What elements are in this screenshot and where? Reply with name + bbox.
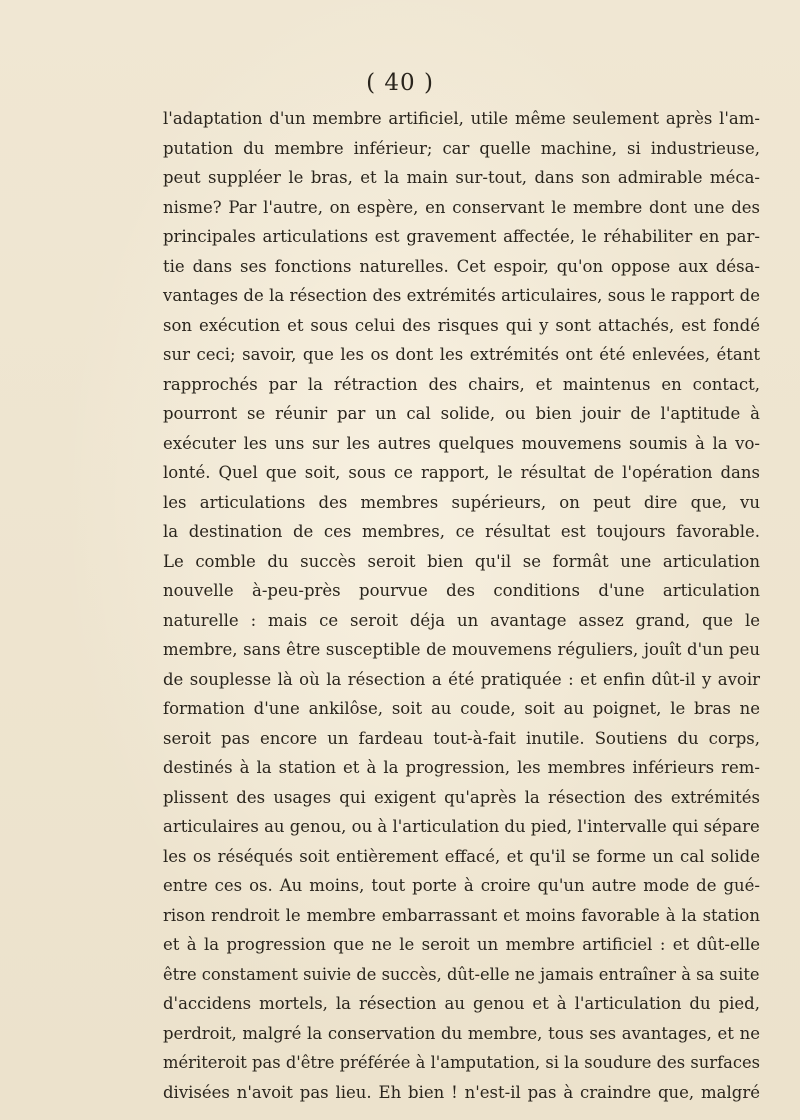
text-line: lonté. Quel que soit, sous ce rapport, le résultat de l'opération dans (163, 463, 760, 482)
text-line: la destination de ces membres, ce résultat est toujours favorable. (163, 522, 760, 541)
text-line: principales articulations est gravement affectée, le réhabiliter en par- (163, 227, 760, 246)
text-line: nisme? Par l'autre, on espère, en conservant le membre dont une des (163, 197, 760, 217)
text-line: rison rendroit le membre embarrassant et moins favorable à la station (163, 905, 760, 925)
text-line: articulaires au genou, ou à l'articulation du pied, l'intervalle qui sépare (163, 817, 760, 836)
text-line: exécuter les uns sur les autres quelques mouvemens soumis à la vo- (163, 433, 760, 453)
text-line: perdroit, malgré la conservation du membre, tous ses avantages, et ne (163, 1023, 760, 1043)
text-line: pourront se réunir par un cal solide, ou bien jouir de l'aptitude à (163, 404, 760, 423)
body-text (163, 104, 760, 1107)
text-line: l'adaptation d'un membre artificiel, utile même seulement après l'am- (163, 109, 760, 128)
text-line: les os réséqués soit entièrement effacé, et qu'il se forme un cal solide (163, 846, 760, 866)
text-line: de souplesse là où la résection a été pratiquée : et enfin dût-il y avoir (163, 669, 760, 689)
text-line: formation d'une ankilôse, soit au coude, soit au poignet, le bras ne (163, 699, 760, 718)
text-line: divisées n'avoit pas lieu. Eh bien ! n'est-il pas à craindre que, malgré (163, 1082, 760, 1102)
text-line: plissent des usages qui exigent qu'après la résection des extrémités (163, 787, 760, 807)
text-line: nouvelle à-peu-près pourvue des conditions d'une articulation (163, 581, 760, 600)
text-line: Le comble du succès seroit bien qu'il se formât une articulation (163, 551, 760, 571)
text-line: son exécution et sous celui des risques qui y sont attachés, est fondé (163, 315, 760, 335)
text-line: peut suppléer le bras, et la main sur-tout, dans son admirable méca- (163, 168, 760, 187)
text-line: sur ceci; savoir, que les os dont les extrémités ont été enlevées, étant (163, 345, 760, 364)
text-line: vantages de la résection des extrémités articulaires, sous le rapport de (163, 286, 760, 305)
text-line: destinés à la station et à la progression, les membres inférieurs rem- (163, 758, 760, 777)
text-line: être constament suivie de succès, dût-elle ne jamais entraîner à sa suite (163, 964, 760, 984)
text-line: putation du membre inférieur; car quelle machine, si industrieuse, (163, 138, 760, 158)
text-line: tie dans ses fonctions naturelles. Cet espoir, qu'on oppose aux désa- (163, 256, 760, 276)
text-line: naturelle : mais ce seroit déja un avantage assez grand, que le (163, 610, 760, 630)
text-line: entre ces os. Au moins, tout porte à croire qu'un autre mode de gué- (163, 876, 760, 895)
page-number: ( 40 ) (366, 70, 434, 96)
text-line: mériteroit pas d'être préférée à l'amputation, si la soudure des surfaces (163, 1053, 761, 1072)
text-line: seroit pas encore un fardeau tout-à-fait inutile. Soutiens du corps, (163, 728, 760, 748)
text-line: rapprochés par la rétraction des chairs, et maintenus en contact, (163, 374, 760, 394)
text-line: membre, sans être susceptible de mouvemens réguliers, jouît d'un peu (163, 640, 760, 659)
text-line: et à la progression que ne le seroit un membre artificiel : et dût-elle (163, 935, 760, 954)
text-line: les articulations des membres supérieurs, on peut dire que, vu (163, 492, 760, 512)
text-line: d'accidens mortels, la résection au genou et à l'articulation du pied, (163, 994, 760, 1013)
